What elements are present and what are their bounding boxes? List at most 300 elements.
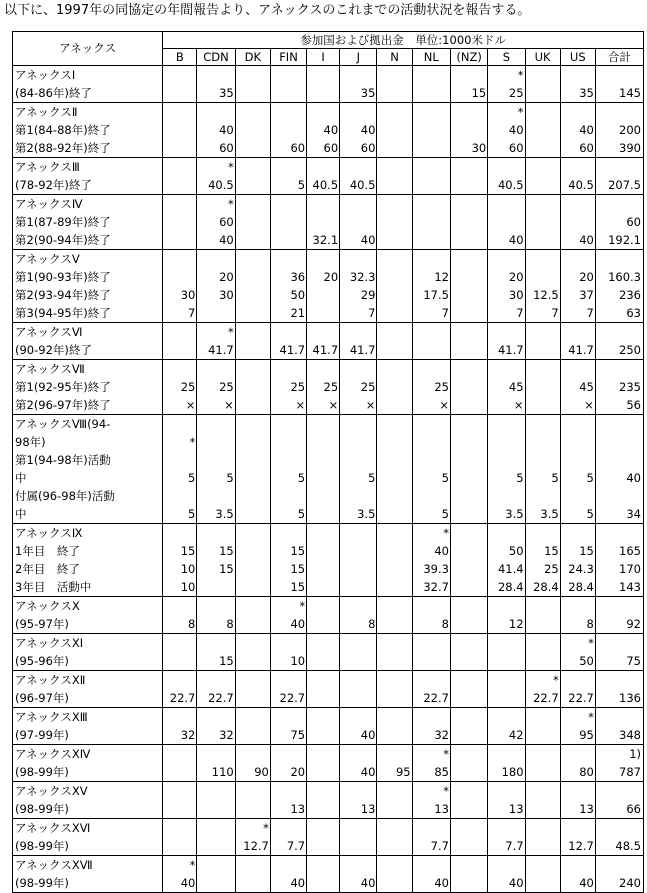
contribution-value xyxy=(271,360,305,378)
contribution-value: 41.7 xyxy=(312,343,339,357)
contribution-value xyxy=(377,708,410,726)
contribution-value: 12.5 xyxy=(533,288,559,302)
contribution-value xyxy=(307,487,338,505)
contribution-value xyxy=(163,66,195,84)
contribution-value xyxy=(197,360,233,378)
contribution-cell xyxy=(412,782,450,819)
annex-name-line: 第1(87-89年)終了 xyxy=(15,215,111,229)
contribution-value: 40 xyxy=(508,123,524,137)
contribution-value xyxy=(236,745,269,763)
total-value xyxy=(596,433,641,451)
contribution-cell xyxy=(163,323,197,360)
contribution-value: 3.5 xyxy=(357,507,376,521)
contribution-value xyxy=(488,487,523,505)
contribution-value xyxy=(271,451,305,469)
contribution-value xyxy=(236,726,269,744)
contribution-value xyxy=(377,268,410,286)
contribution-value: 85 xyxy=(434,765,449,779)
contribution-cell xyxy=(163,195,197,250)
contribution-cell xyxy=(235,250,270,323)
total-value xyxy=(596,597,641,615)
contribution-cell xyxy=(197,671,235,708)
contribution-cell xyxy=(270,66,306,103)
annex-name-line: アネックスⅤ xyxy=(15,252,80,266)
contribution-cell xyxy=(450,158,487,195)
total-value xyxy=(596,819,641,837)
total-value xyxy=(596,195,641,213)
contribution-value xyxy=(413,451,449,469)
contribution-value xyxy=(236,268,269,286)
contribution-cell xyxy=(450,415,487,524)
contribution-cell xyxy=(307,158,340,195)
contribution-value xyxy=(340,542,375,560)
annex-name-cell xyxy=(13,250,163,323)
contribution-cell xyxy=(235,745,270,782)
contribution-value: 22.7 xyxy=(208,691,234,705)
contribution-value xyxy=(197,671,233,689)
contribution-value: 8 xyxy=(188,617,196,631)
contribution-value xyxy=(197,578,233,596)
contribution-cell xyxy=(197,524,235,597)
contribution-cell xyxy=(197,819,235,856)
total-header: 合計 xyxy=(595,49,643,66)
contribution-value xyxy=(307,250,338,268)
contribution-value: * xyxy=(588,636,594,650)
contribution-cell xyxy=(488,634,525,671)
total-value: 160.3 xyxy=(608,270,641,284)
contribution-value xyxy=(340,652,375,670)
contribution-value xyxy=(377,800,410,818)
contribution-value xyxy=(377,103,410,121)
contribution-value xyxy=(340,708,375,726)
contribution-value: 13 xyxy=(290,802,306,816)
contribution-value xyxy=(271,433,305,451)
total-value xyxy=(596,360,641,378)
contribution-value: 25 xyxy=(508,86,524,100)
contribution-value xyxy=(526,433,559,451)
contribution-cell xyxy=(197,360,235,415)
contribution-value xyxy=(340,103,375,121)
contribution-value xyxy=(163,745,195,763)
contribution-cell xyxy=(270,415,306,524)
contribution-cell xyxy=(235,708,270,745)
contribution-value: 13 xyxy=(579,802,594,816)
contribution-cell xyxy=(340,103,377,158)
contribution-value xyxy=(340,213,375,231)
contribution-value xyxy=(377,304,410,322)
contribution-cell xyxy=(377,415,412,524)
contribution-value: 40 xyxy=(360,728,376,742)
contribution-cell xyxy=(307,819,340,856)
contribution-value xyxy=(340,524,375,542)
contribution-value xyxy=(163,139,195,157)
contribution-value xyxy=(236,597,269,615)
contribution-value: 5 xyxy=(297,507,306,521)
contribution-value: 30 xyxy=(508,288,524,302)
contribution-value xyxy=(561,66,594,84)
contribution-cell xyxy=(412,708,450,745)
contribution-value: 7 xyxy=(586,306,594,320)
contribution-value: 90 xyxy=(254,765,269,779)
contribution-cell xyxy=(163,66,197,103)
contribution-value xyxy=(236,689,269,707)
total-value xyxy=(596,451,641,469)
contribution-value xyxy=(488,415,523,433)
contribution-value xyxy=(307,360,338,378)
annex-table-body xyxy=(13,32,644,893)
contribution-cell xyxy=(450,524,487,597)
contribution-value: 15 xyxy=(180,544,196,558)
contribution-value xyxy=(413,158,449,176)
contribution-cell xyxy=(525,708,560,745)
contribution-cell xyxy=(488,250,525,323)
contribution-value: 15 xyxy=(579,544,594,558)
contribution-value: 35 xyxy=(219,86,234,100)
contribution-value xyxy=(271,231,305,249)
contribution-value xyxy=(197,415,233,433)
contribution-value: 5 xyxy=(226,471,234,485)
contribution-cell xyxy=(197,856,235,893)
contribution-value xyxy=(377,323,410,341)
contribution-value xyxy=(236,323,269,341)
annex-name-line: (78-92年)終了 xyxy=(15,178,92,192)
contribution-value xyxy=(377,487,410,505)
total-value xyxy=(596,708,641,726)
contribution-cell xyxy=(488,360,525,415)
contribution-cell xyxy=(450,250,487,323)
contribution-value: 5 xyxy=(297,471,306,485)
contribution-value xyxy=(340,560,375,578)
contribution-value: * xyxy=(588,710,594,724)
contribution-value xyxy=(451,615,486,633)
contribution-value xyxy=(307,542,338,560)
contribution-value: 60 xyxy=(579,141,594,155)
contribution-value: 7 xyxy=(368,306,376,320)
contribution-cell xyxy=(560,195,595,250)
contribution-value xyxy=(413,66,449,84)
contribution-value: 50 xyxy=(508,544,524,558)
contribution-value: 22.7 xyxy=(279,691,306,705)
contribution-value xyxy=(377,726,410,744)
contribution-value: 5 xyxy=(516,471,524,485)
contribution-value xyxy=(561,213,594,231)
contribution-value: 22.7 xyxy=(533,691,559,705)
contribution-value xyxy=(307,524,338,542)
annex-row xyxy=(13,671,644,708)
contribution-value xyxy=(236,469,269,487)
contribution-value xyxy=(451,634,486,652)
contribution-cell xyxy=(525,103,560,158)
contribution-cell xyxy=(307,708,340,745)
contribution-cell xyxy=(377,856,412,893)
contribution-value xyxy=(307,708,338,726)
contribution-cell xyxy=(163,103,197,158)
contribution-cell xyxy=(307,323,340,360)
total-value: 136 xyxy=(619,691,641,705)
total-cell xyxy=(595,323,643,360)
contribution-value: 25 xyxy=(323,380,339,394)
contribution-value xyxy=(413,195,449,213)
contribution-cell xyxy=(270,671,306,708)
contribution-value xyxy=(197,837,233,855)
contribution-cell xyxy=(163,856,197,893)
contribution-value xyxy=(340,782,375,800)
contribution-value: 40 xyxy=(360,765,376,779)
contribution-cell xyxy=(340,360,377,415)
contribution-value xyxy=(197,856,233,874)
contribution-value: * xyxy=(299,599,306,613)
annex-row xyxy=(13,634,644,671)
contribution-value xyxy=(451,158,486,176)
contribution-cell xyxy=(307,634,340,671)
contribution-cell xyxy=(488,597,525,634)
contribution-cell xyxy=(560,597,595,634)
contribution-value xyxy=(340,487,375,505)
contribution-cell xyxy=(525,250,560,323)
contribution-value xyxy=(163,195,195,213)
contribution-cell xyxy=(270,856,306,893)
contribution-value xyxy=(307,819,338,837)
contribution-value xyxy=(197,782,233,800)
contribution-cell xyxy=(307,415,340,524)
contribution-value xyxy=(271,415,305,433)
contribution-value xyxy=(236,176,269,194)
contribution-value xyxy=(526,597,559,615)
contribution-value xyxy=(340,195,375,213)
contribution-value xyxy=(307,103,338,121)
contribution-value xyxy=(561,360,594,378)
contribution-value: 3.5 xyxy=(540,507,559,521)
total-cell xyxy=(595,66,643,103)
contribution-value xyxy=(236,378,269,396)
annex-name-cell xyxy=(13,782,163,819)
contribution-value xyxy=(236,505,269,523)
contribution-cell xyxy=(525,323,560,360)
contribution-value xyxy=(340,323,375,341)
contribution-cell xyxy=(377,782,412,819)
contribution-value xyxy=(236,487,269,505)
contribution-value xyxy=(340,671,375,689)
annex-name-line: (95-97年) xyxy=(15,617,69,631)
contribution-value: 40 xyxy=(579,233,594,247)
contribution-value xyxy=(451,323,486,341)
contribution-value xyxy=(307,689,338,707)
contribution-value: 45 xyxy=(579,380,594,394)
contribution-value xyxy=(526,415,559,433)
annex-row xyxy=(13,415,644,524)
contribution-value xyxy=(307,726,338,744)
contribution-value xyxy=(377,597,410,615)
contribution-cell xyxy=(340,323,377,360)
contribution-value xyxy=(561,195,594,213)
contribution-value: 5 xyxy=(188,471,196,485)
contribution-cell xyxy=(525,360,560,415)
contribution-value xyxy=(561,103,594,121)
contribution-value xyxy=(526,837,559,855)
contribution-value: 110 xyxy=(211,765,234,779)
contribution-value xyxy=(340,433,375,451)
contribution-cell xyxy=(377,66,412,103)
contribution-cell xyxy=(197,782,235,819)
contribution-value: 3.5 xyxy=(505,507,524,521)
contribution-value xyxy=(526,652,559,670)
contribution-value: 5 xyxy=(368,471,376,485)
annex-row xyxy=(13,856,644,893)
contribution-cell xyxy=(377,360,412,415)
annex-row xyxy=(13,745,644,782)
contribution-value: 35 xyxy=(360,86,376,100)
contribution-cell xyxy=(377,819,412,856)
contribution-value xyxy=(307,213,338,231)
annex-name-line: 1年目 終了 xyxy=(15,544,80,558)
contribution-value xyxy=(413,323,449,341)
contribution-value: 22.7 xyxy=(423,691,449,705)
contribution-value xyxy=(488,323,523,341)
contribution-cell xyxy=(450,856,487,893)
contribution-value xyxy=(488,433,523,451)
contribution-value xyxy=(307,615,338,633)
contribution-value: 35 xyxy=(579,86,594,100)
annex-name-line: (84-86年)終了 xyxy=(15,86,92,100)
contribution-value xyxy=(271,250,305,268)
total-cell xyxy=(595,415,643,524)
contribution-value: 40 xyxy=(434,876,449,890)
contribution-cell xyxy=(525,856,560,893)
contribution-value xyxy=(197,451,233,469)
contribution-value: 20 xyxy=(219,270,234,284)
country-header: NL xyxy=(412,49,450,66)
header-row-top xyxy=(13,32,644,49)
contribution-cell xyxy=(488,415,525,524)
contribution-value xyxy=(413,634,449,652)
contribution-value xyxy=(451,360,486,378)
contribution-cell xyxy=(235,524,270,597)
contribution-value xyxy=(163,176,195,194)
contribution-value xyxy=(307,800,338,818)
contribution-value xyxy=(236,542,269,560)
contribution-value: 25 xyxy=(180,380,196,394)
contribution-value: × xyxy=(584,398,594,412)
contribution-value: 20 xyxy=(323,270,339,284)
contribution-value xyxy=(413,819,449,837)
contribution-cell xyxy=(450,708,487,745)
total-value xyxy=(596,103,641,121)
contribution-cell xyxy=(377,195,412,250)
contribution-value: 15 xyxy=(290,562,306,576)
contribution-cell xyxy=(560,856,595,893)
contribution-cell xyxy=(197,158,235,195)
country-header: (NZ) xyxy=(450,49,487,66)
annex-name-line: (98-99年) xyxy=(15,765,69,779)
contribution-cell xyxy=(163,745,197,782)
contribution-cell xyxy=(340,634,377,671)
contribution-value: * xyxy=(189,435,196,449)
contribution-value: 30 xyxy=(471,141,487,155)
contribution-value: 29 xyxy=(360,288,376,302)
contribution-value xyxy=(451,652,486,670)
contribution-cell xyxy=(525,745,560,782)
contribution-cell xyxy=(340,597,377,634)
contribution-cell xyxy=(307,745,340,782)
contribution-value xyxy=(488,782,523,800)
total-value: 787 xyxy=(619,765,641,779)
country-header: N xyxy=(377,49,412,66)
contribution-cell xyxy=(235,782,270,819)
contribution-value xyxy=(413,84,449,102)
contribution-cell xyxy=(197,195,235,250)
contribution-value: 60 xyxy=(290,141,306,155)
contribution-value xyxy=(488,819,523,837)
contribution-value: * xyxy=(443,747,449,761)
contribution-value xyxy=(377,652,410,670)
annex-name-line: 第2(93-94年)終了 xyxy=(15,288,111,302)
annex-row xyxy=(13,195,644,250)
country-header: UK xyxy=(525,49,560,66)
annex-name-line: 第2(90-94年)終了 xyxy=(15,233,111,247)
contribution-cell xyxy=(560,103,595,158)
contribution-value xyxy=(561,597,594,615)
total-cell xyxy=(595,158,643,195)
contribution-value xyxy=(451,800,486,818)
contribution-value: 40 xyxy=(579,123,594,137)
contribution-value: 12 xyxy=(434,270,449,284)
contribution-cell xyxy=(560,745,595,782)
contribution-cell xyxy=(197,103,235,158)
contribution-cell xyxy=(450,103,487,158)
contribution-value: 15 xyxy=(219,544,234,558)
country-header: US xyxy=(560,49,595,66)
contribution-value: 13 xyxy=(434,802,449,816)
contribution-value xyxy=(340,360,375,378)
contribution-value xyxy=(307,745,338,763)
total-value xyxy=(596,323,641,341)
contribution-value: 180 xyxy=(501,765,524,779)
contribution-cell xyxy=(235,597,270,634)
contribution-cell xyxy=(560,415,595,524)
contribution-value xyxy=(451,856,486,874)
contribution-value xyxy=(377,578,410,596)
total-value: 236 xyxy=(619,288,641,302)
contribution-value xyxy=(236,874,269,892)
annex-name-cell xyxy=(13,66,163,103)
contribution-value: 15 xyxy=(219,654,234,668)
contribution-value xyxy=(561,451,594,469)
contribution-value: 40 xyxy=(360,123,376,137)
contribution-value xyxy=(163,231,195,249)
contribution-value xyxy=(163,837,195,855)
contribution-value: 40 xyxy=(219,233,234,247)
contribution-value: 45 xyxy=(508,380,524,394)
contribution-value xyxy=(307,856,338,874)
contribution-value xyxy=(340,819,375,837)
contribution-value: 32 xyxy=(180,728,196,742)
total-value: 207.5 xyxy=(608,178,641,192)
contribution-cell xyxy=(525,524,560,597)
total-cell xyxy=(595,360,643,415)
contribution-value: × xyxy=(439,398,449,412)
contribution-cell xyxy=(450,634,487,671)
contribution-value: 24.3 xyxy=(568,562,594,576)
total-cell xyxy=(595,745,643,782)
contribution-cell xyxy=(163,671,197,708)
annex-name-cell xyxy=(13,597,163,634)
total-value xyxy=(596,782,641,800)
contribution-value xyxy=(271,524,305,542)
contribution-value xyxy=(307,323,338,341)
annex-name-cell xyxy=(13,103,163,158)
contribution-value xyxy=(197,819,233,837)
contribution-value xyxy=(377,66,410,84)
